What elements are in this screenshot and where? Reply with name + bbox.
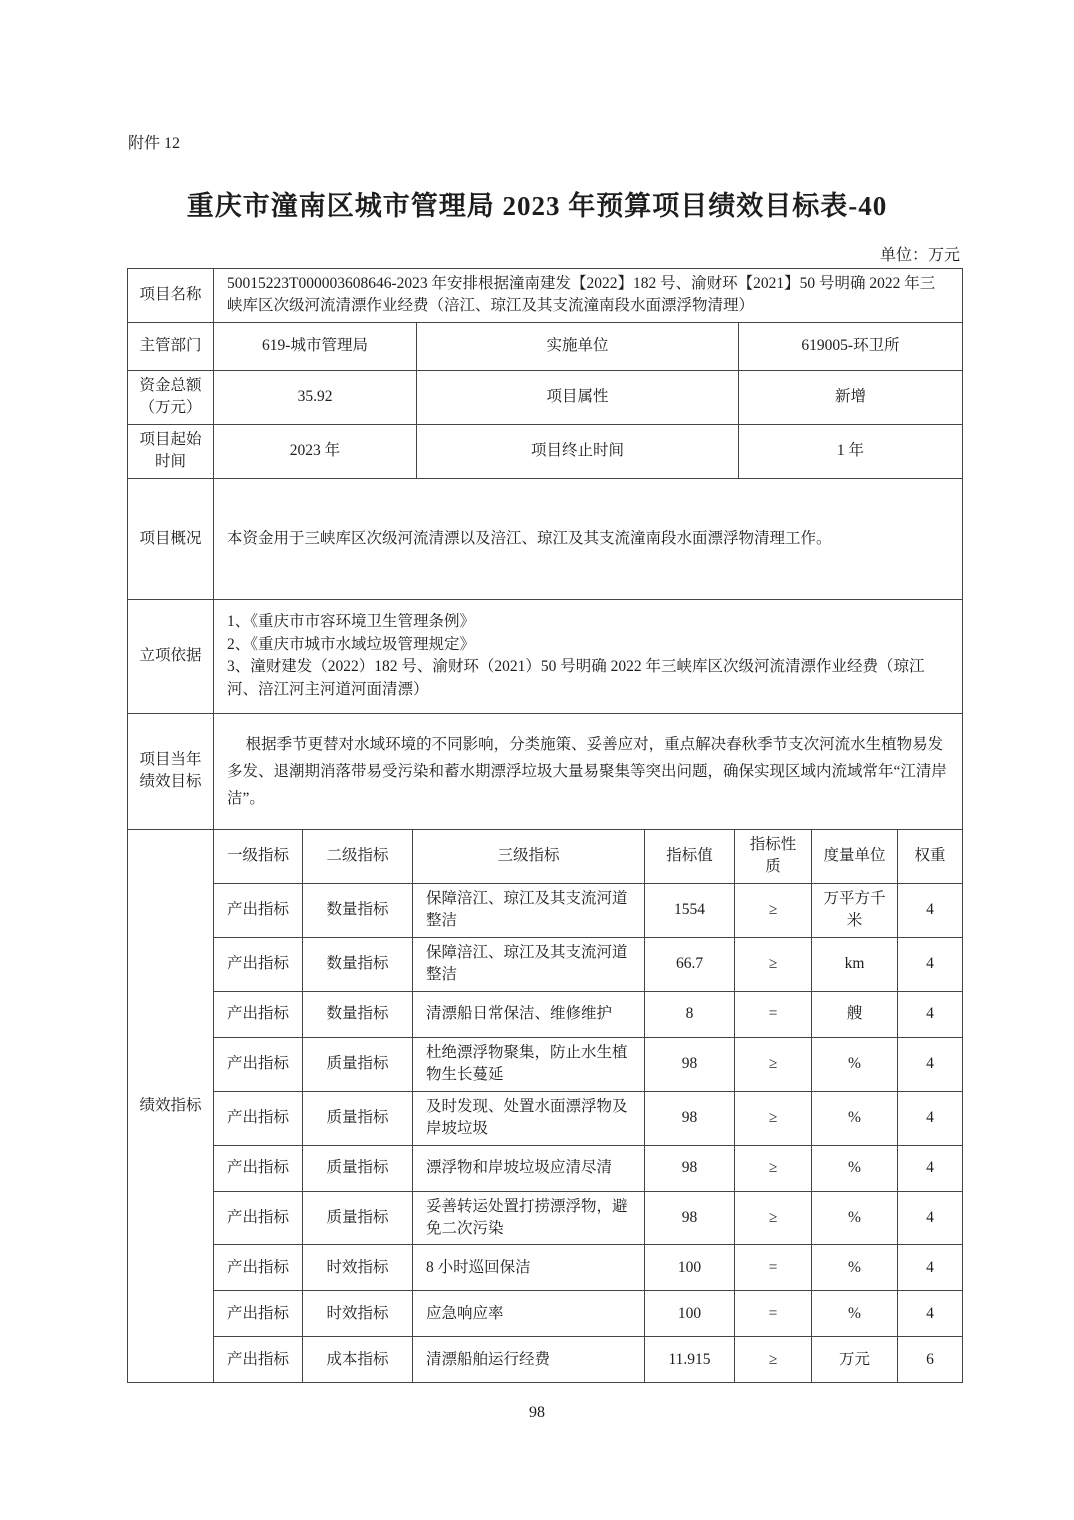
indicator-level3: 杜绝漂浮物聚集，防止水生植物生长蔓延 xyxy=(413,1038,645,1092)
indicator-nature: ≥ xyxy=(735,884,812,938)
indicator-value: 66.7 xyxy=(645,938,735,992)
indicator-value: 98 xyxy=(645,1038,735,1092)
end-value: 1 年 xyxy=(739,425,963,479)
dept-value: 619-城市管理局 xyxy=(214,323,417,371)
indicator-value: 98 xyxy=(645,1092,735,1146)
basis-line: 3、潼财建发（2022）182 号、渝财环（2021）50 号明确 2022 年三峡库区次级河流清漂作业经费（琼江河、涪江河主河道河面清漂） xyxy=(227,658,925,698)
header-level1: 一级指标 xyxy=(214,830,303,884)
indicator-nature: ≥ xyxy=(735,1038,812,1092)
indicator-nature: ≥ xyxy=(735,938,812,992)
indicator-value: 11.915 xyxy=(645,1337,735,1383)
indicator-weight: 4 xyxy=(898,1291,963,1337)
header-weight: 权重 xyxy=(898,830,963,884)
page-title: 重庆市潼南区城市管理局 2023 年预算项目绩效目标表-40 xyxy=(186,191,888,221)
indicator-level2: 数量指标 xyxy=(303,992,413,1038)
indicator-level1: 产出指标 xyxy=(214,1192,303,1246)
indicator-level2: 质量指标 xyxy=(303,1146,413,1192)
header-level3: 三级指标 xyxy=(413,830,645,884)
indicator-weight: 4 xyxy=(898,992,963,1038)
indicator-value: 8 xyxy=(645,992,735,1038)
attr-label: 项目属性 xyxy=(417,371,739,425)
attr-value: 新增 xyxy=(739,371,963,425)
indicator-level2: 质量指标 xyxy=(303,1192,413,1246)
indicator-level3: 妥善转运处置打捞漂浮物，避免二次污染 xyxy=(413,1192,645,1246)
row-duration xyxy=(128,425,963,479)
unit-note: 单位：万元 xyxy=(879,247,960,264)
indicator-unit: 万平方千米 xyxy=(812,884,898,938)
row-overview xyxy=(128,479,963,600)
indicator-level1: 产出指标 xyxy=(214,1337,303,1383)
indicator-nature: = xyxy=(735,1245,812,1291)
indicator-weight: 4 xyxy=(898,884,963,938)
indicator-unit: 艘 xyxy=(812,992,898,1038)
indicator-level2: 数量指标 xyxy=(303,884,413,938)
header-level2: 二级指标 xyxy=(303,830,413,884)
basis-label: 立项依据 xyxy=(128,600,214,714)
indicator-weight: 4 xyxy=(898,1245,963,1291)
indicator-level2: 时效指标 xyxy=(303,1291,413,1337)
row-departments xyxy=(128,323,963,371)
basis-value xyxy=(214,600,963,714)
indicator-unit: % xyxy=(812,1146,898,1192)
indicator-level1: 产出指标 xyxy=(214,1146,303,1192)
indicator-level3: 清漂船舶运行经费 xyxy=(413,1337,645,1383)
end-label: 项目终止时间 xyxy=(417,425,739,479)
indicator-weight: 4 xyxy=(898,1146,963,1192)
row-project-name xyxy=(128,269,963,323)
project-name-value: 50015223T000003608646-2023 年安排根据潼南建发【2022】182 号、渝财环【2021】50 号明确 2022 年三峡库区次级河流清漂作业经费（涪江、琼江及其支流潼南段水面漂浮物清理） xyxy=(214,269,963,323)
row-amount xyxy=(128,371,963,425)
indicator-level2: 数量指标 xyxy=(303,938,413,992)
dept-label: 主管部门 xyxy=(128,323,214,371)
indicator-nature: ≥ xyxy=(735,1192,812,1246)
indicator-nature: ≥ xyxy=(735,1146,812,1192)
indicator-weight: 4 xyxy=(898,1192,963,1246)
indicator-level1: 产出指标 xyxy=(214,1092,303,1146)
indicator-weight: 4 xyxy=(898,1038,963,1092)
indicator-unit: % xyxy=(812,1092,898,1146)
indicator-level3: 应急响应率 xyxy=(413,1291,645,1337)
indicator-value: 98 xyxy=(645,1192,735,1246)
indicator-level1: 产出指标 xyxy=(214,938,303,992)
indicator-unit: % xyxy=(812,1291,898,1337)
indicator-level1: 产出指标 xyxy=(214,992,303,1038)
basis-line: 1、《重庆市市容环境卫生管理条例》 xyxy=(227,613,476,631)
goal-text: 根据季节更替对水域环境的不同影响，分类施策、妥善应对，重点解决春秋季节支次河流水生植物易发多发、退潮期消落带易受污染和蓄水期漂浮垃圾大量易聚集等突出问题，确保实现区域内流域常年“江清岸洁”。 xyxy=(227,735,947,807)
indicator-level1: 产出指标 xyxy=(214,1038,303,1092)
indicator-unit: % xyxy=(812,1038,898,1092)
goal-label: 项目当年绩效目标 xyxy=(128,714,214,830)
attachment-label: 附件 12 xyxy=(128,135,181,152)
indicator-level3: 8 小时巡回保洁 xyxy=(413,1245,645,1291)
basis-line: 2、《重庆市城市水域垃圾管理规定》 xyxy=(227,635,476,653)
indicators-section xyxy=(128,830,963,1384)
indicator-value: 98 xyxy=(645,1146,735,1192)
overview-value: 本资金用于三峡库区次级河流清漂以及涪江、琼江及其支流潼南段水面漂浮物清理工作。 xyxy=(214,479,963,600)
indicator-value: 1554 xyxy=(645,884,735,938)
indicator-level3: 保障涪江、琼江及其支流河道整洁 xyxy=(413,938,645,992)
indicator-level2: 质量指标 xyxy=(303,1038,413,1092)
indicator-level3: 漂浮物和岸坡垃圾应清尽清 xyxy=(413,1146,645,1192)
amount-label: 资金总额（万元） xyxy=(128,371,214,425)
row-annual-goal xyxy=(128,714,963,830)
indicator-unit: % xyxy=(812,1245,898,1291)
indicator-weight: 4 xyxy=(898,1092,963,1146)
amount-value: 35.92 xyxy=(214,371,417,425)
indicators-section-label: 绩效指标 xyxy=(128,830,214,1384)
header-unit: 度量单位 xyxy=(812,830,898,884)
goal-value xyxy=(214,714,963,830)
start-label: 项目起始时间 xyxy=(128,425,214,479)
indicator-nature: ≥ xyxy=(735,1337,812,1383)
indicator-level1: 产出指标 xyxy=(214,1245,303,1291)
indicator-weight: 6 xyxy=(898,1337,963,1383)
page-number: 98 xyxy=(529,1404,545,1421)
project-name-label: 项目名称 xyxy=(128,269,214,323)
indicator-level2: 质量指标 xyxy=(303,1092,413,1146)
indicator-level3: 清漂船日常保洁、维修维护 xyxy=(413,992,645,1038)
indicator-level1: 产出指标 xyxy=(214,884,303,938)
row-basis xyxy=(128,600,963,714)
indicator-value: 100 xyxy=(645,1245,735,1291)
indicator-weight: 4 xyxy=(898,938,963,992)
indicator-level2: 时效指标 xyxy=(303,1245,413,1291)
indicator-unit: % xyxy=(812,1192,898,1246)
impl-unit-value: 619005-环卫所 xyxy=(739,323,963,371)
indicator-unit: km xyxy=(812,938,898,992)
indicator-nature: = xyxy=(735,992,812,1038)
indicator-level1: 产出指标 xyxy=(214,1291,303,1337)
indicator-value: 100 xyxy=(645,1291,735,1337)
indicator-level3: 保障涪江、琼江及其支流河道整洁 xyxy=(413,884,645,938)
header-value: 指标值 xyxy=(645,830,735,884)
header-nature: 指标性质 xyxy=(735,830,812,884)
indicator-nature: = xyxy=(735,1291,812,1337)
overview-label: 项目概况 xyxy=(128,479,214,600)
indicator-nature: ≥ xyxy=(735,1092,812,1146)
indicator-unit: 万元 xyxy=(812,1337,898,1383)
impl-unit-label: 实施单位 xyxy=(417,323,739,371)
indicator-level3: 及时发现、处置水面漂浮物及岸坡垃圾 xyxy=(413,1092,645,1146)
project-performance-table xyxy=(127,268,963,1383)
indicator-level2: 成本指标 xyxy=(303,1337,413,1383)
start-value: 2023 年 xyxy=(214,425,417,479)
